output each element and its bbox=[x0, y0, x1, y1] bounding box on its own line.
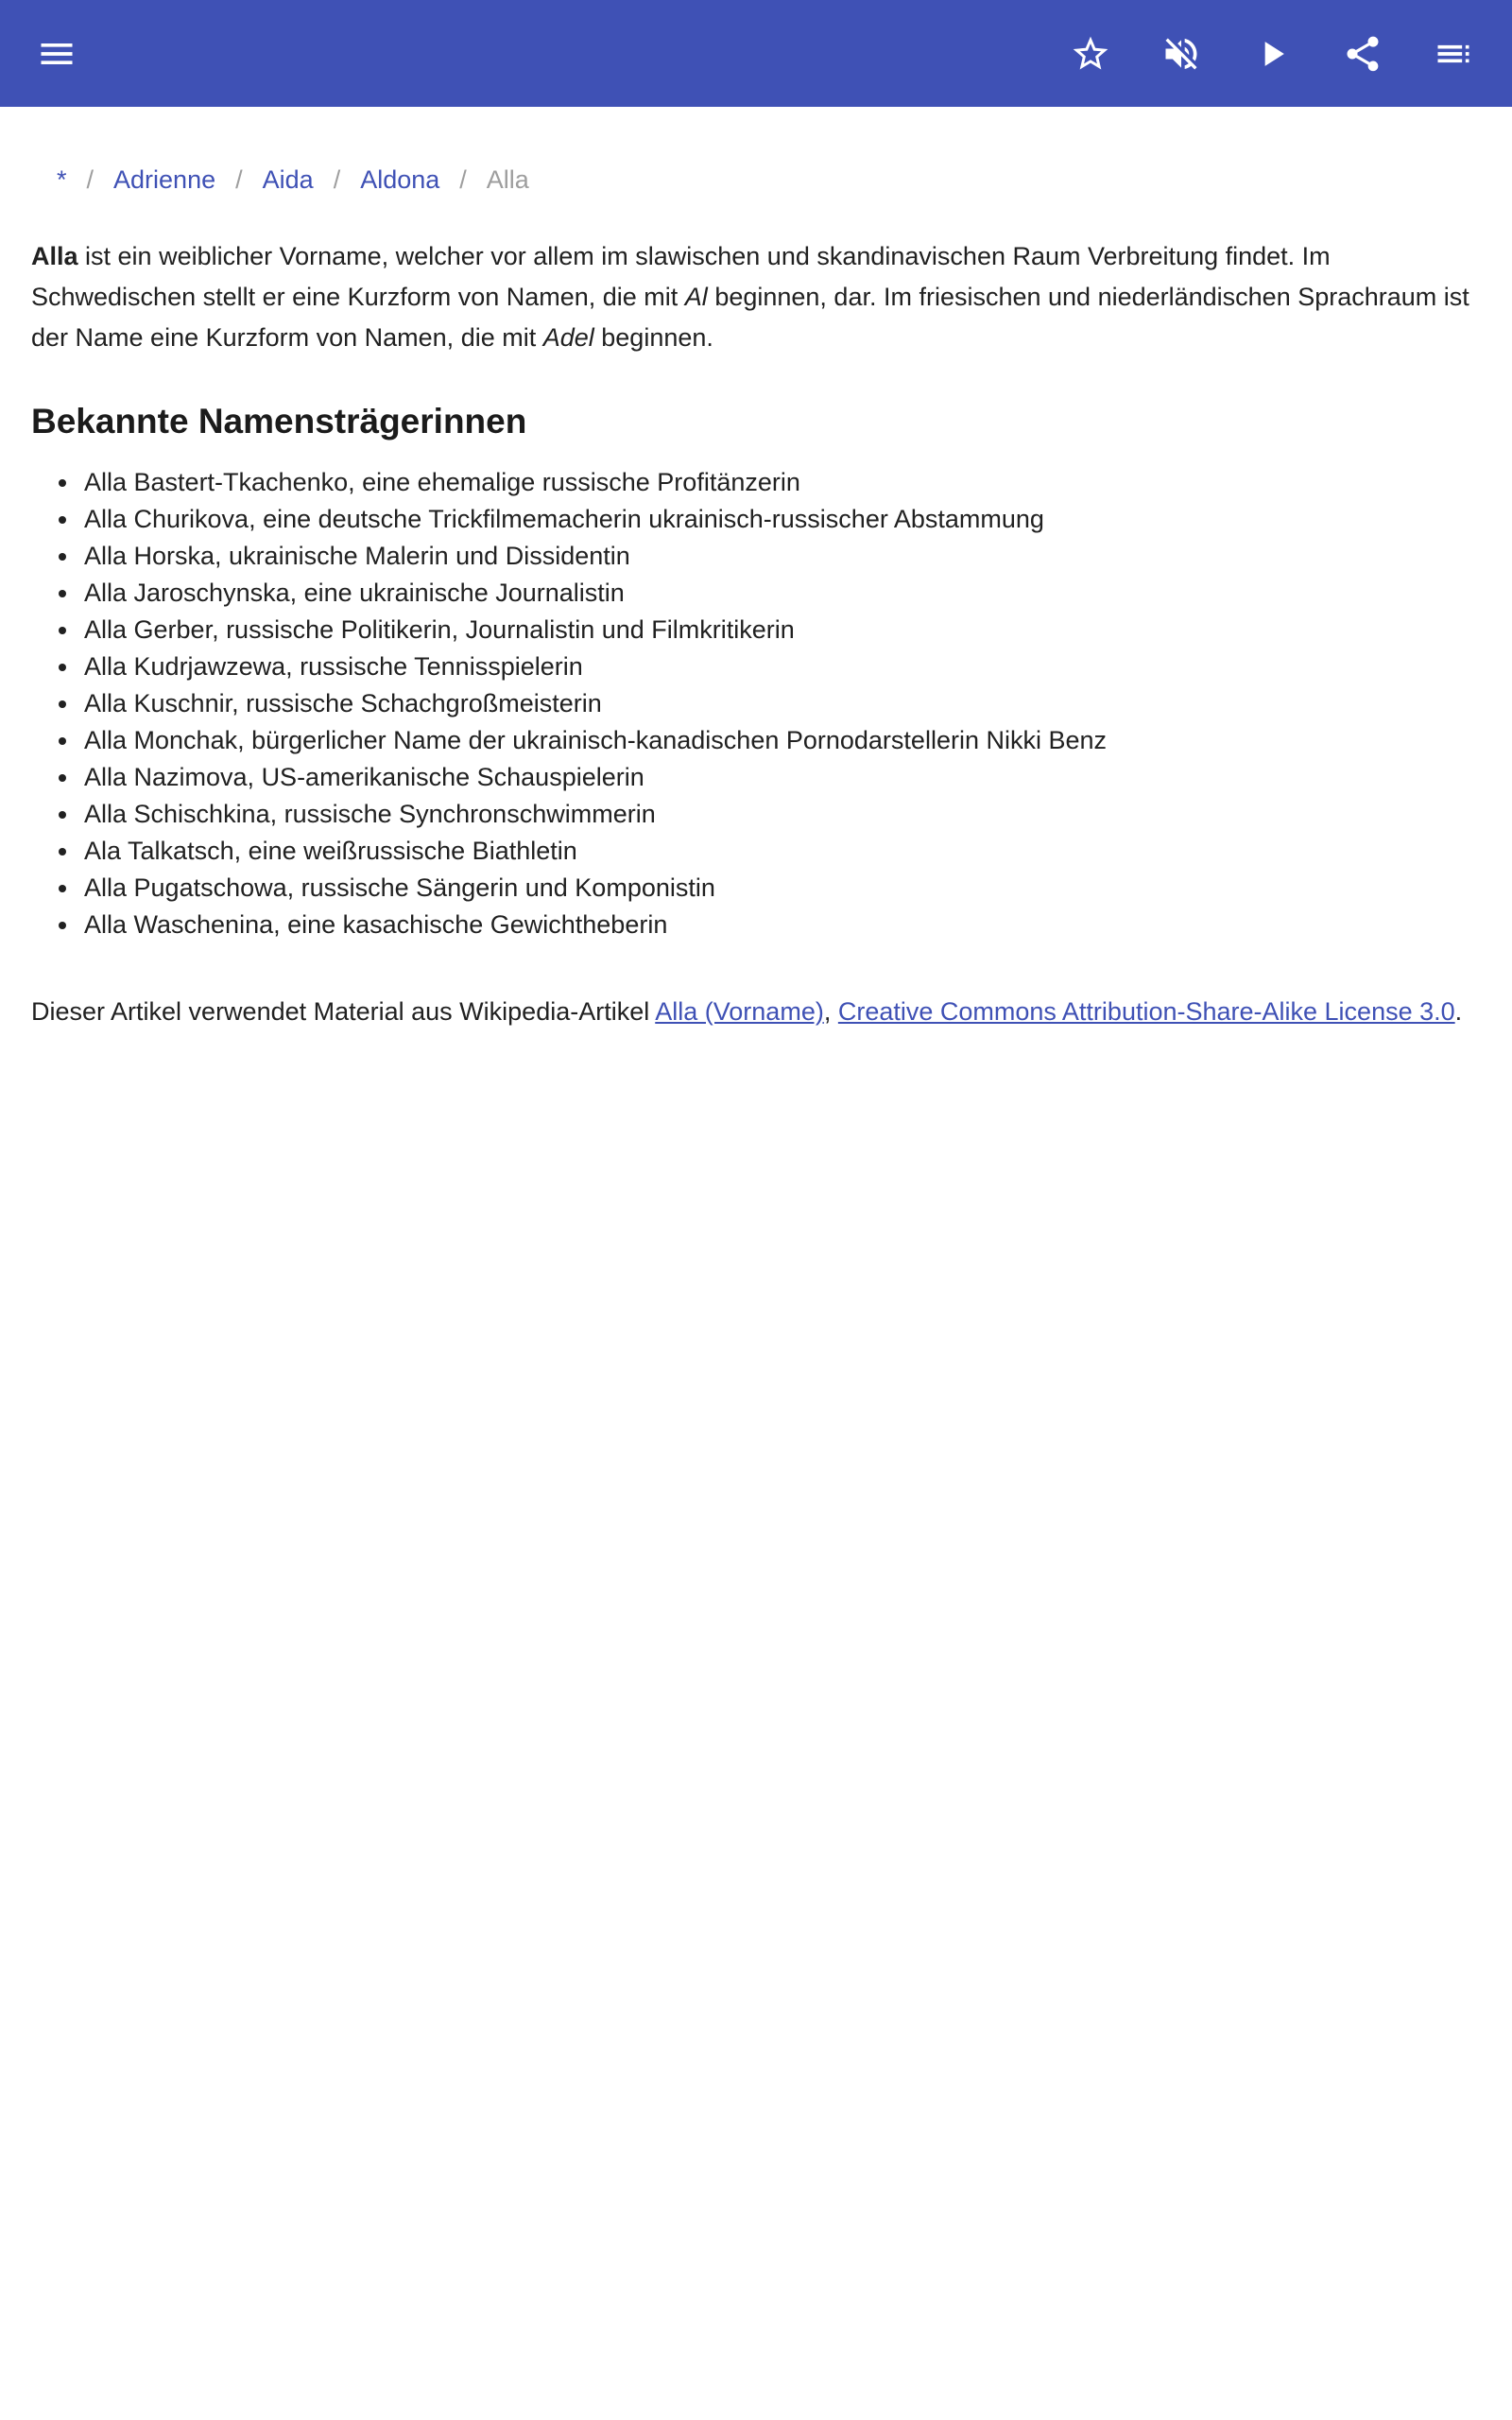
people-list bbox=[31, 464, 1481, 943]
breadcrumb-separator: / bbox=[333, 165, 341, 194]
list-item: • Alla Monchak, bürgerlicher Name der ukrainisch-kanadischen Pornodarstellerin Nikki Benz bbox=[80, 722, 1481, 759]
text-segment: . bbox=[1454, 997, 1463, 1026]
list-item: • Ala Talkatsch, eine weißrussische Biathletin bbox=[80, 833, 1481, 870]
app-bar bbox=[0, 0, 1512, 107]
license-footer bbox=[31, 993, 1481, 1030]
text-segment: Al bbox=[684, 283, 708, 311]
breadcrumb-separator: / bbox=[459, 165, 467, 194]
list-item: • Alla Nazimova, US-amerikanische Schauspielerin bbox=[80, 759, 1481, 796]
breadcrumb-current: Alla bbox=[486, 165, 529, 194]
play-icon bbox=[1251, 33, 1293, 75]
list-item: • Alla Horska, ukrainische Malerin und Dissidentin bbox=[80, 538, 1481, 575]
contents-button[interactable] bbox=[1419, 20, 1487, 88]
text-segment: Dieser Artikel verwendet Material aus Wikipedia-Artikel bbox=[31, 997, 656, 1026]
list-item: • Alla Gerber, russische Politikerin, Journalistin und Filmkritikerin bbox=[80, 612, 1481, 648]
breadcrumb-separator: / bbox=[86, 165, 94, 194]
menu-button[interactable] bbox=[23, 20, 91, 88]
share-button[interactable] bbox=[1329, 20, 1397, 88]
list-item: • Alla Waschenina, eine kasachische Gewichtheberin bbox=[80, 907, 1481, 943]
text-segment: Adel bbox=[542, 323, 594, 352]
star-outline-icon bbox=[1070, 33, 1111, 75]
breadcrumb-link[interactable]: * bbox=[57, 165, 67, 194]
text-segment: Alla bbox=[31, 242, 78, 270]
text-segment: beginnen. bbox=[593, 323, 713, 352]
volume-off-icon bbox=[1160, 33, 1202, 75]
inline-link[interactable]: Creative Commons Attribution-Share-Alike License 3.0 bbox=[837, 997, 1455, 1026]
favorite-button[interactable] bbox=[1057, 20, 1125, 88]
section-heading: Bekannte Namensträgerinnen bbox=[31, 402, 527, 441]
list-item: • Alla Churikova, eine deutsche Trickfilmemacherin ukrainisch-russischer Abstammung bbox=[80, 501, 1481, 538]
list-item: • Alla Schischkina, russische Synchronschwimmerin bbox=[80, 796, 1481, 833]
text-segment: beginnen, dar. Im friesischen und niederländischen Sprachraum ist der Name eine Kurzform von Namen, die mit bbox=[31, 283, 1469, 352]
breadcrumb bbox=[57, 165, 1481, 195]
breadcrumb-link[interactable]: Adrienne bbox=[113, 165, 216, 194]
article-content bbox=[0, 165, 1512, 1030]
text-segment: ist ein weiblicher Vorname, welcher vor allem im slawischen und skandinavischen Raum Verbreitung findet. Im Schwedischen stellt er eine Kurzform von Namen, die mit bbox=[31, 242, 1331, 311]
play-button[interactable] bbox=[1238, 20, 1306, 88]
mute-button[interactable] bbox=[1147, 20, 1215, 88]
breadcrumb-separator: / bbox=[235, 165, 243, 194]
appbar-actions bbox=[1057, 20, 1487, 88]
share-icon bbox=[1342, 33, 1383, 75]
inline-link[interactable]: Alla (Vorname) bbox=[655, 997, 824, 1026]
intro-paragraph bbox=[31, 236, 1481, 358]
list-item: • Alla Bastert-Tkachenko, eine ehemalige russische Profitänzerin bbox=[80, 464, 1481, 501]
text-segment: , bbox=[823, 997, 838, 1026]
list-item: • Alla Kudrjawzewa, russische Tennisspielerin bbox=[80, 648, 1481, 685]
menu-icon bbox=[36, 33, 77, 75]
list-item: • Alla Kuschnir, russische Schachgroßmeisterin bbox=[80, 685, 1481, 722]
list-item: • Alla Pugatschowa, russische Sängerin und Komponistin bbox=[80, 870, 1481, 907]
toc-icon bbox=[1433, 33, 1474, 75]
breadcrumb-link[interactable]: Aida bbox=[262, 165, 314, 194]
list-item: • Alla Jaroschynska, eine ukrainische Journalistin bbox=[80, 575, 1481, 612]
breadcrumb-link[interactable]: Aldona bbox=[360, 165, 440, 194]
